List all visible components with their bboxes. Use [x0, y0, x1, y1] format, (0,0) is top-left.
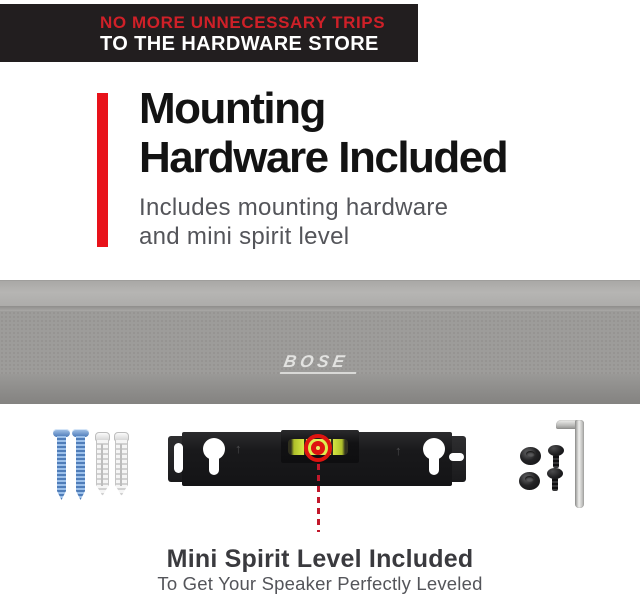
screw-head [72, 429, 89, 437]
screw-shaft [57, 436, 66, 500]
bose-logo-text: BOSE [280, 352, 360, 374]
section-subtitle-line-2: and mini spirit level [139, 223, 350, 250]
soundbar-bottom-shadow [0, 374, 640, 404]
machine-screw [548, 445, 564, 470]
section-title [139, 84, 507, 182]
rubber-spacer [520, 447, 541, 465]
wall-screw [53, 429, 70, 500]
anchor-slit [101, 444, 103, 486]
banner-headline: NO MORE UNNECESSARY TRIPS [100, 13, 386, 32]
wall-anchor [94, 432, 111, 496]
dashed-pointer-line [317, 464, 320, 532]
soundbar-photo [0, 280, 640, 404]
anchor-collar [114, 432, 129, 441]
rubber-spacer [519, 472, 540, 490]
bracket-left-slot-hole [174, 443, 183, 473]
section-title-line-1: Mounting [139, 84, 325, 133]
keyhole-slot-left-tail [209, 453, 219, 475]
bose-logo [0, 352, 640, 372]
machine-screw-shaft [552, 477, 558, 491]
screw-shaft [76, 436, 85, 500]
wall-screw [72, 429, 89, 500]
anchor-collar [95, 432, 110, 441]
machine-screw-shaft [553, 454, 559, 468]
spacer-hole [525, 476, 534, 482]
callout-subtitle: To Get Your Speaker Perfectly Leveled [157, 573, 483, 594]
machine-screw-head [548, 445, 564, 456]
bracket-right-slot-hole [449, 453, 464, 461]
allen-wrench-shaft [575, 420, 584, 508]
top-banner [0, 4, 418, 62]
keyhole-slot-right-tail [429, 453, 439, 475]
section-subtitle-line-1: Includes mounting hardware [139, 194, 449, 221]
target-annotation-core [316, 446, 320, 450]
section-title-line-2: Hardware Included [139, 133, 508, 182]
up-arrow-icon: ↑ [235, 441, 242, 456]
callout-title: Mini Spirit Level Included [166, 545, 474, 573]
machine-screw-head [547, 468, 563, 479]
soundbar-top-edge [0, 280, 640, 306]
banner-subheadline: TO THE HARDWARE STORE [100, 33, 379, 55]
anchor-slit [120, 444, 122, 486]
red-accent-bar [97, 93, 108, 247]
screw-head [53, 429, 70, 437]
wall-anchor [113, 432, 130, 496]
up-arrow-icon: ↑ [395, 443, 402, 458]
machine-screw [547, 468, 563, 493]
spacer-hole [526, 451, 535, 457]
section-subtitle [139, 193, 448, 251]
